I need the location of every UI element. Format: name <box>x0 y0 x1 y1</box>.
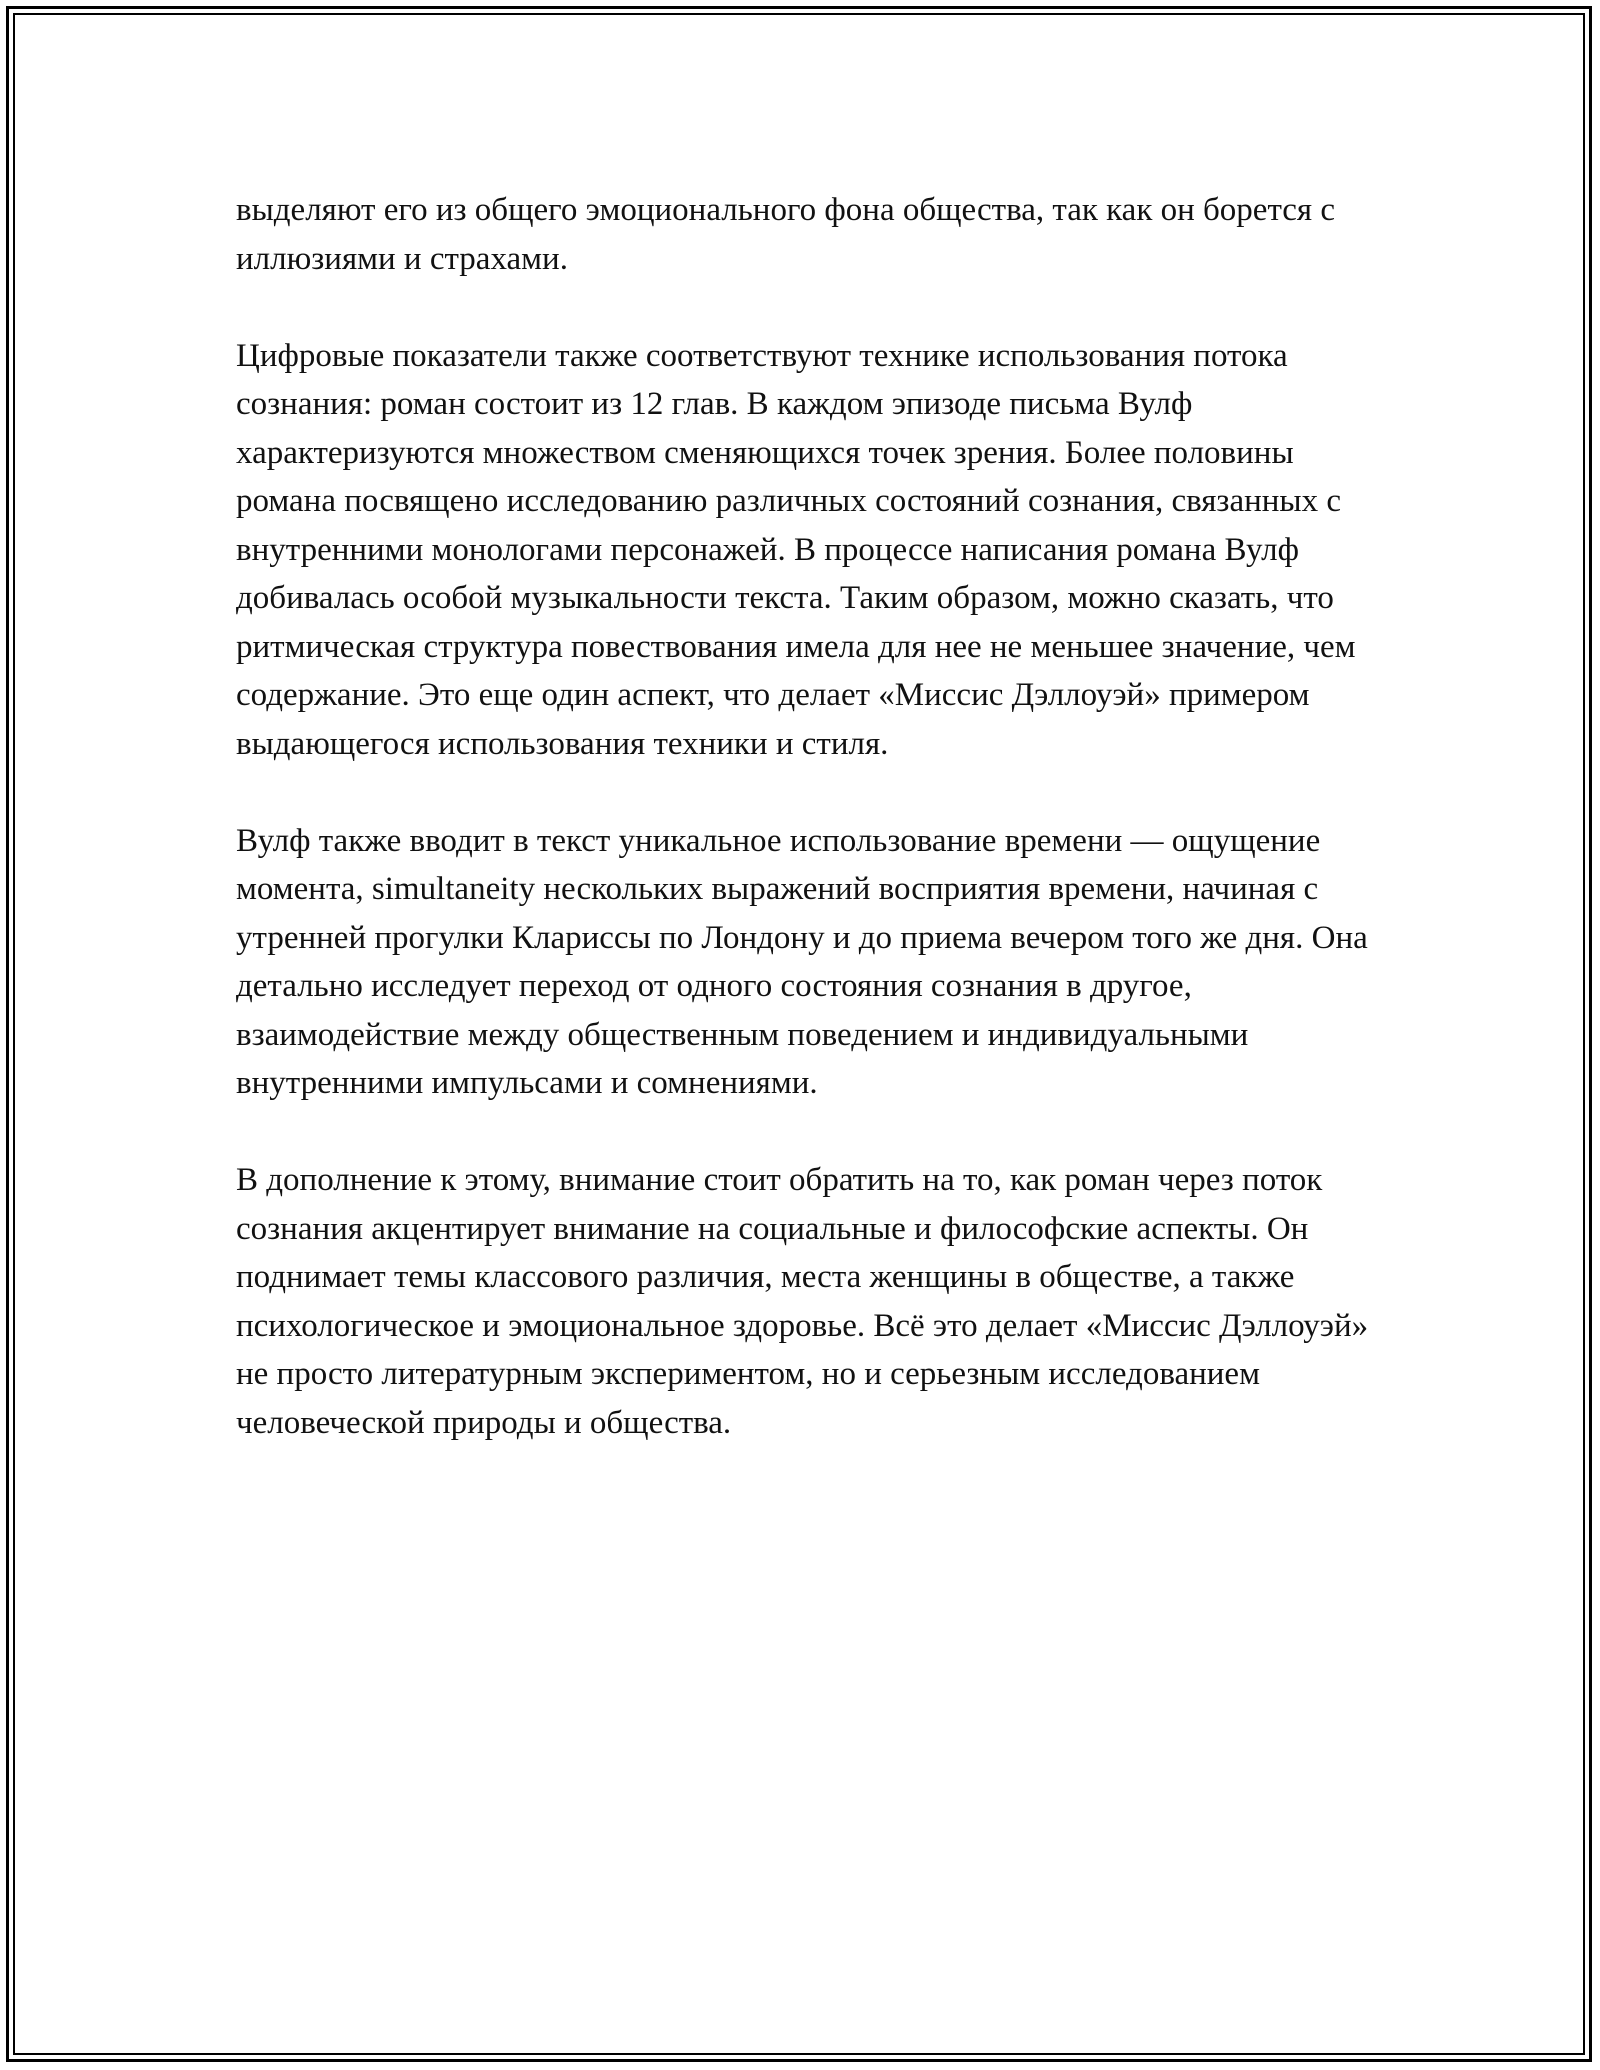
paragraph-4: В дополнение к этому, внимание стоит обратить на то, как роман через поток сознания акцентирует внимание на социальные и философские аспекты. Он поднимает темы классового различия, места женщины в обществе, а также психологическое и эмоциональное здоровье. Всё это делает «Миссис Дэллоуэй» не просто литературным экспериментом, но и серьезным исследованием человеческой природы и общества. <box>236 1162 1369 1441</box>
document-body <box>236 186 1376 1496</box>
paragraph-1: выделяют его из общего эмоционального фона общества, так как он борется с иллюзиями и страхами. <box>236 192 1335 277</box>
paragraph-3: Вулф также вводит в текст уникальное использование времени — ощущение момента, simultaneity нескольких выражений восприятия времени, начиная с утренней прогулки Клариссы по Лондону и до приема вечером того же дня. Она детально исследует переход от одного состояния сознания в другое, взаимодействие между общественным поведением и индивидуальными внутренними импульсами и сомнениями. <box>236 822 1368 1101</box>
paragraph-2: Цифровые показатели также соответствуют технике использования потока сознания: роман состоит из 12 глав. В каждом эпизоде письма Вулф характеризуются множеством сменяющихся точек зрения. Более половины романа посвящено исследованию различных состояний сознания, связанных с внутренними монологами персонажей. В процессе написания романа Вулф добивалась особой музыкальности текста. Таким образом, можно сказать, что ритмическая структура повествования имела для нее не меньшее значение, чем содержание. Это еще один аспект, что делает «Миссис Дэллоуэй» примером выдающегося использования техники и стиля. <box>236 337 1356 762</box>
